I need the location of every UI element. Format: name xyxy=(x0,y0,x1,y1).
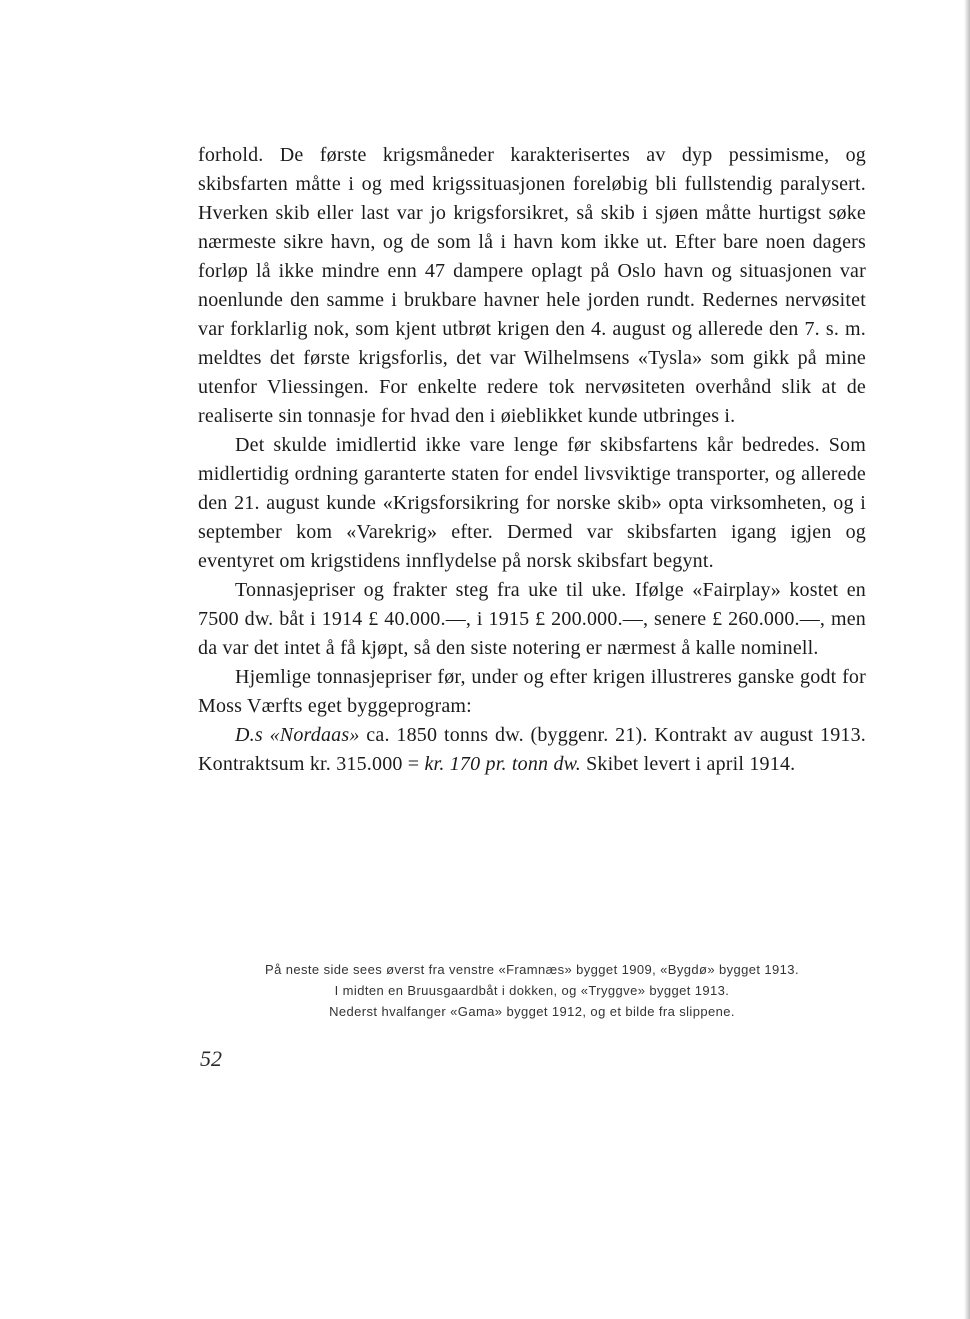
paragraph-5 xyxy=(198,721,866,779)
caption-line-2: I midten en Bruusgaardbåt i dokken, og «Tryggve» bygget 1913. xyxy=(334,983,730,998)
delivery-text: Skibet levert i april 1914. xyxy=(580,753,796,775)
paragraph-2: Det skulde imidlertid ikke vare lenge før skibsfartens kår bedredes. Som midlertidig ordning garanterte staten for endel livsviktige transporter, og allerede den 21. august kunde «Krigsforsikring for norske skib» opta virksomheten, og i september kom «Varekrig» efter. Dermed var skibsfarten igang igjen og eventyret om krigstidens innflydelse på norsk skibsfart begynt. xyxy=(198,434,866,572)
caption-line-3: Nederst hvalfanger «Gama» bygget 1912, og et bilde fra slippene. xyxy=(329,1004,735,1019)
page-edge-shadow xyxy=(964,0,970,1319)
price-per-ton: kr. 170 pr. tonn dw. xyxy=(424,753,581,775)
photo-caption xyxy=(198,959,866,1022)
page-number: 52 xyxy=(200,1046,222,1071)
caption-line-1: På neste side sees øverst fra venstre «Framnæs» bygget 1909, «Bygdø» bygget 1913. xyxy=(265,962,799,977)
body-text xyxy=(198,141,866,779)
ship-name: D.s «Nordaas» xyxy=(235,724,360,746)
contract-text: ca. 1850 tonns dw. (byggenr. 21). Kontrakt av august 1913. Kontraktsum kr. 315.000 = xyxy=(198,724,866,775)
paragraph-3: Tonnasjepriser og frakter steg fra uke til uke. Ifølge «Fairplay» kostet en 7500 dw. båt i 1914 £ 40.000.—, i 1915 £ 200.000.—, senere £ 260.000.—, men da var det intet å få kjøpt, så den siste notering er nærmest å kalle nominell. xyxy=(198,579,866,659)
paragraph-4: Hjemlige tonnasjepriser før, under og efter krigen illustreres ganske godt for Moss Værfts eget byggeprogram: xyxy=(198,666,866,717)
paragraph-1: forhold. De første krigsmåneder karakterisertes av dyp pessimisme, og skibsfarten måtte i og med krigssituasjonen foreløbig bli fullstendig paralysert. Hverken skib eller last var jo krigsforsikret, så skib i sjøen måtte hurtigst søke nærmeste sikre havn, og de som lå i havn kom ikke ut. Efter bare noen dagers forløp lå ikke mindre enn 47 dampere oplagt på Oslo havn og situasjonen var noenlunde den samme i brukbare havner hele jorden rundt. Redernes nervøsitet var forklarlig nok, som kjent utbrøt krigen den 4. august og allerede den 7. s. m. meldtes det første krigsforlis, det var Wilhelmsens «Tysla» som gikk på mine utenfor Vliessingen. For enkelte redere tok nervøsiteten overhånd slik at de realiserte sin tonnasje for hvad den i øieblikket kunde utbringes i. xyxy=(198,144,866,427)
